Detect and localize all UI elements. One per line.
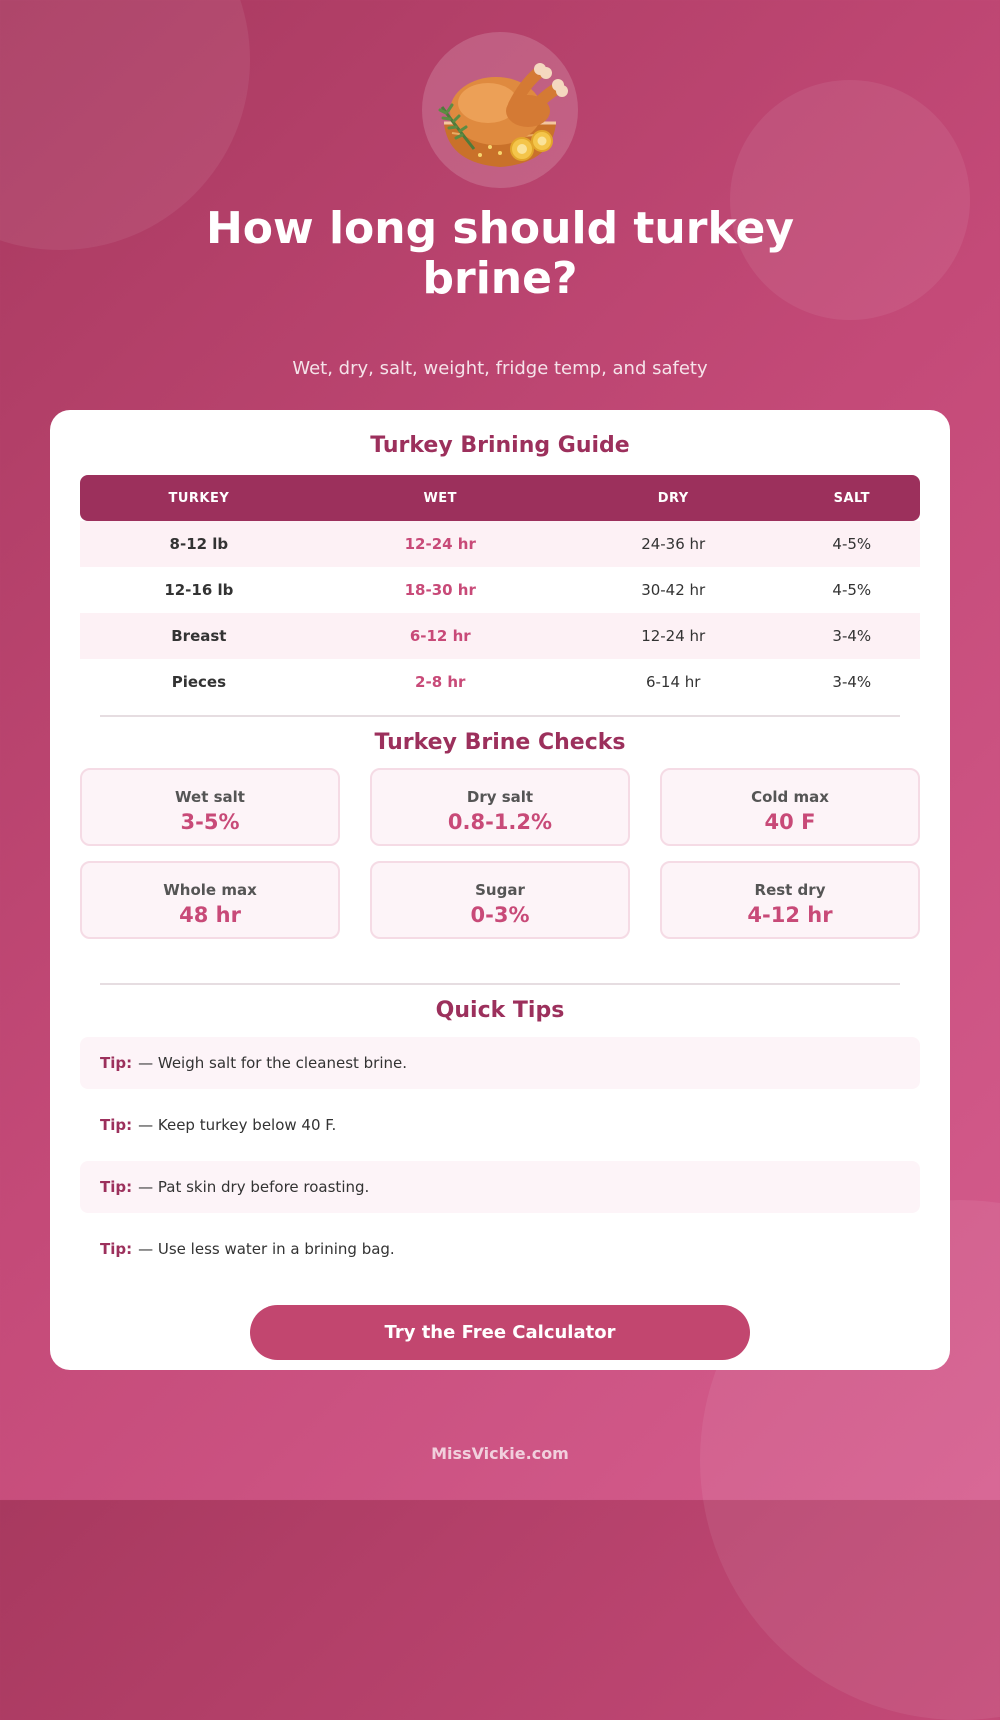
content-card	[50, 410, 950, 1370]
check-value: 3-5%	[180, 810, 240, 834]
cell-wet: 6-12 hr	[318, 613, 563, 659]
roast-turkey-icon	[422, 32, 578, 188]
check-label: Cold max	[751, 788, 829, 806]
cell-turkey: Pieces	[171, 673, 227, 691]
tip-label: Tip:	[100, 1240, 133, 1258]
cell-dry: 30-42 hr	[641, 581, 706, 599]
list-item	[80, 1099, 920, 1151]
check-card-rest-dry	[660, 861, 920, 939]
check-value: 0-3%	[470, 903, 530, 927]
tips-title: Quick Tips	[435, 998, 565, 1023]
tip-text: — Use less water in a brining bag.	[138, 1240, 395, 1258]
table-row	[80, 613, 920, 659]
check-label: Sugar	[475, 881, 525, 899]
check-value: 40 F	[764, 810, 816, 834]
list-item	[80, 1223, 920, 1275]
tip-label: Tip:	[100, 1116, 133, 1134]
check-card-cold-max	[660, 768, 920, 846]
check-card-sugar	[370, 861, 630, 939]
section-divider	[100, 715, 900, 717]
table-row	[80, 659, 920, 705]
check-label: Wet salt	[175, 788, 245, 806]
column-header-wet: WET	[318, 475, 563, 521]
cell-salt: 3-4%	[784, 613, 920, 659]
column-header-dry: DRY	[563, 475, 784, 521]
cell-dry: 6-14 hr	[645, 673, 701, 691]
check-card-dry-salt	[370, 768, 630, 846]
check-value: 0.8-1.2%	[447, 810, 553, 834]
table-header-row	[80, 475, 920, 521]
section-divider	[100, 983, 900, 985]
check-label: Rest dry	[754, 881, 826, 899]
table-row	[80, 521, 920, 567]
column-header-turkey: TURKEY	[80, 475, 318, 521]
cell-wet: 2-8 hr	[415, 673, 466, 691]
brine-checks-grid	[80, 768, 920, 939]
check-card-wet-salt	[80, 768, 340, 846]
cell-turkey: Breast	[80, 613, 318, 659]
page-title: How long should turkey brine?	[205, 203, 795, 304]
cell-turkey: 8-12 lb	[80, 521, 318, 567]
cell-dry: 24-36 hr	[563, 521, 784, 567]
column-header-salt: SALT	[784, 475, 920, 521]
cell-dry: 12-24 hr	[563, 613, 784, 659]
cell-salt: 4-5%	[832, 581, 872, 599]
check-value: 48 hr	[179, 903, 241, 927]
footer-site-name[interactable]: MissVickie.com	[431, 1444, 569, 1463]
tip-text: — Weigh salt for the cleanest brine.	[138, 1054, 408, 1072]
tip-label: Tip:	[100, 1054, 133, 1072]
check-value: 4-12 hr	[747, 903, 833, 927]
brining-guide-table	[80, 475, 920, 705]
cell-wet: 18-30 hr	[404, 581, 476, 599]
checks-title: Turkey Brine Checks	[374, 730, 626, 755]
cell-salt: 3-4%	[832, 673, 872, 691]
table-row	[80, 567, 920, 613]
try-calculator-button[interactable]: Try the Free Calculator	[250, 1305, 750, 1360]
guide-title: Turkey Brining Guide	[370, 433, 630, 458]
cell-wet: 12-24 hr	[318, 521, 563, 567]
tip-label: Tip:	[100, 1178, 133, 1196]
check-card-whole-max	[80, 861, 340, 939]
tip-text: — Keep turkey below 40 F.	[138, 1116, 337, 1134]
tip-text: — Pat skin dry before roasting.	[138, 1178, 370, 1196]
list-item	[80, 1037, 920, 1089]
cell-salt: 4-5%	[784, 521, 920, 567]
check-label: Dry salt	[466, 788, 534, 806]
quick-tips-list	[80, 1037, 920, 1285]
check-label: Whole max	[163, 881, 257, 899]
list-item	[80, 1161, 920, 1213]
page-subtitle: Wet, dry, salt, weight, fridge temp, and safety	[292, 358, 708, 379]
cell-turkey: 12-16 lb	[164, 581, 234, 599]
